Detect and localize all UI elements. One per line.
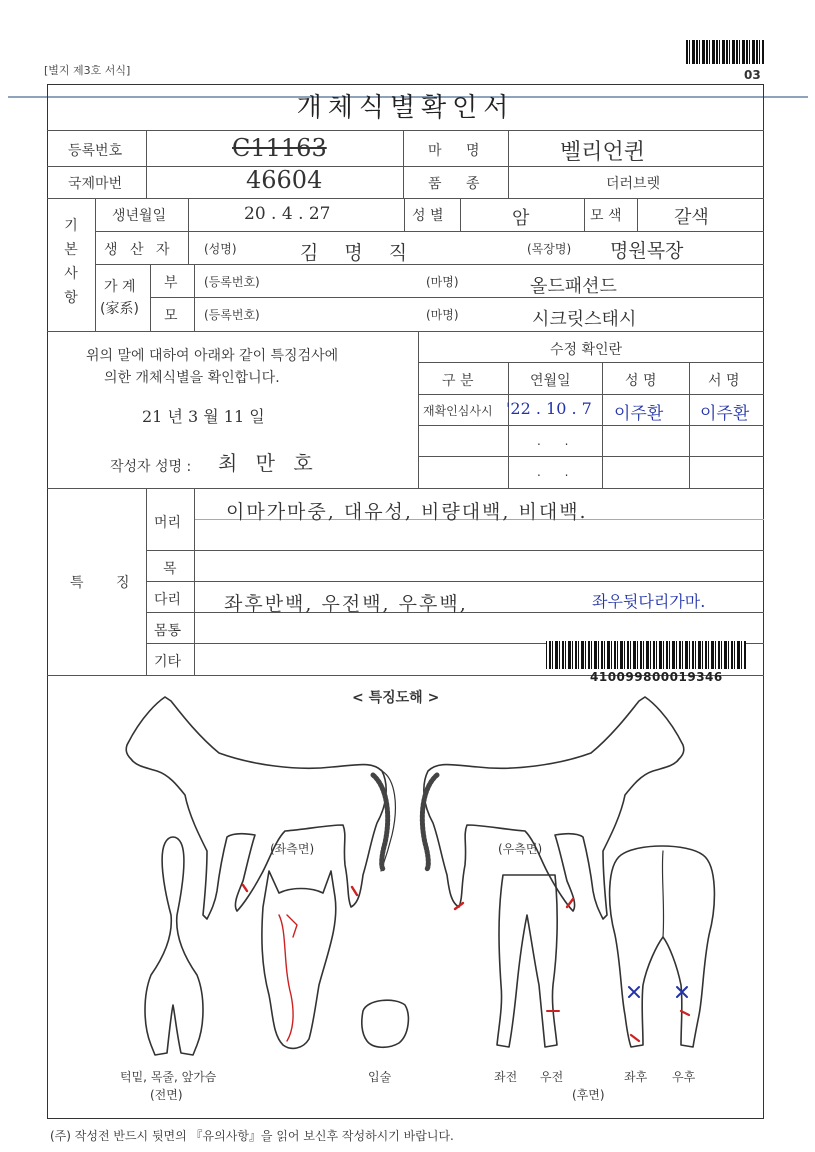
family-label-hanja: (家系) [100, 301, 139, 317]
col-date: 연월일 [530, 373, 571, 389]
rear-paren: (후면) [572, 1088, 605, 1102]
v-divider [150, 264, 151, 331]
reg-no-value: C11163 [232, 134, 327, 162]
sire-reg-label: (등록번호) [204, 275, 260, 289]
sex-label: 성 별 [412, 208, 444, 224]
sire-label: 부 [164, 275, 178, 291]
left-horse-mark [243, 885, 247, 891]
front-caption: 턱밑, 목줄, 앞가슴 [120, 1070, 217, 1084]
rear-leg-mark [629, 987, 639, 997]
breed-value: 더러브렛 [606, 176, 661, 192]
horse-name-label: 마 명 [428, 143, 490, 159]
v-divider [194, 488, 195, 675]
v-divider [146, 488, 147, 675]
sire-name-value: 올드패션드 [530, 276, 617, 297]
col-name: 성 명 [625, 373, 657, 389]
right-horse-outline [424, 697, 684, 919]
head-label: 머리 [154, 515, 182, 531]
right-hind-caption: 우후 [672, 1070, 696, 1084]
barcode-number: 410099800019346 [590, 670, 723, 684]
basic-char: 항 [64, 290, 78, 306]
footnote: (주) 작성전 반드시 뒷면의 『유의사항』을 읽어 보신후 작성하시기 바랍니다. [50, 1129, 454, 1143]
v-divider [460, 198, 461, 231]
features-section-label: 특 징 [70, 575, 144, 591]
producer-name-value: 김 명 직 [300, 242, 418, 264]
other-label: 기타 [154, 654, 182, 670]
sire-name-label: (마명) [426, 275, 459, 289]
divider [95, 231, 764, 232]
divider [146, 550, 764, 551]
divider [418, 456, 764, 457]
head-front-outline [262, 871, 336, 1048]
head-front-mark [279, 915, 297, 1041]
basic-char: 기 [64, 218, 78, 234]
revision-title: 수정 확인란 [550, 342, 623, 358]
reg-no-label: 등록번호 [68, 143, 123, 159]
horse-name-value: 벨리언퀸 [560, 140, 646, 165]
farm-label: (목장명) [527, 242, 572, 256]
birth-value: 20 . 4 . 27 [244, 204, 331, 224]
writer-signature: 최 만 호 [218, 451, 319, 475]
intl-no-value: 46604 [246, 166, 323, 194]
divider [47, 198, 764, 199]
birth-label: 생년월일 [112, 208, 167, 224]
divider [47, 166, 764, 167]
mid-barcode [546, 641, 746, 669]
row2-date: . . [537, 434, 579, 448]
row1-date: '22 . 10 . 7 [506, 399, 592, 418]
front-paren: (전면) [150, 1088, 183, 1102]
v-divider [637, 198, 638, 231]
breed-label: 품 종 [428, 176, 490, 192]
divider [146, 581, 764, 582]
right-fore-caption: 우전 [540, 1070, 564, 1084]
statement-line-2: 의한 개체식별을 확인합니다. [104, 370, 280, 386]
left-horse-mark [352, 887, 357, 895]
v-divider [508, 362, 509, 488]
divider [418, 394, 764, 395]
top-barcode [686, 40, 764, 64]
v-divider [188, 198, 189, 264]
confirm-date: 21 년 3 월 11 일 [142, 407, 265, 426]
dam-reg-label: (등록번호) [204, 308, 260, 322]
row1-type: 재확인심사시 [423, 404, 493, 418]
v-divider [584, 198, 585, 231]
neck-label: 목 [163, 561, 177, 577]
v-divider [689, 362, 690, 488]
producer-name-label: (성명) [204, 242, 237, 256]
family-label: 가 계 [104, 279, 136, 295]
body-label: 몸통 [154, 623, 182, 639]
divider [150, 297, 764, 298]
statement-line-1: 위의 말에 대하여 아래와 같이 특징검사에 [86, 348, 339, 364]
divider [47, 488, 764, 489]
divider [95, 264, 764, 265]
row1-name: 이주환 [614, 404, 664, 424]
sex-value: 암 [512, 208, 530, 229]
muzzle-outline [362, 1000, 409, 1047]
left-hind-caption: 좌후 [624, 1070, 648, 1084]
v-divider [194, 264, 195, 331]
v-divider [404, 198, 405, 231]
col-type: 구 분 [442, 373, 474, 389]
page-number: 03 [744, 68, 761, 82]
leg-label: 다리 [154, 592, 182, 608]
basic-char: 본 [64, 242, 78, 258]
dam-name-label: (마명) [426, 308, 459, 322]
head-value: 이마가마중, 대유성, 비량대백, 비대백. [226, 501, 588, 523]
divider [418, 362, 764, 363]
v-divider [95, 198, 96, 331]
color-label: 모 색 [590, 208, 622, 224]
front-view-outline [145, 837, 203, 1055]
page-title: 개체식별확인서 [296, 93, 515, 123]
col-sign: 서 명 [708, 373, 740, 389]
muzzle-caption: 입술 [368, 1070, 392, 1084]
writer-label: 작성자 성명 : [110, 459, 192, 475]
divider [47, 331, 764, 332]
dam-name-value: 시크릿스태시 [532, 309, 637, 330]
divider [47, 130, 764, 131]
v-divider [508, 130, 509, 198]
left-side-caption: (좌측면) [270, 842, 315, 856]
leg-value: 좌후반백, 우전백, 우후백, [224, 593, 468, 615]
row1-sign: 이주환 [700, 404, 750, 424]
producer-label: 생 산 자 [104, 242, 174, 258]
farm-value: 명원목장 [610, 240, 684, 262]
v-divider [146, 130, 147, 198]
left-fore-caption: 좌전 [494, 1070, 518, 1084]
v-divider [418, 331, 419, 488]
right-side-caption: (우측면) [498, 842, 543, 856]
divider [418, 425, 764, 426]
basic-section-label [60, 214, 82, 310]
front-legs-outline [497, 875, 557, 1047]
v-divider [602, 362, 603, 488]
intl-no-label: 국제마번 [68, 176, 123, 192]
color-value: 갈색 [674, 207, 709, 228]
dam-label: 모 [164, 308, 178, 324]
row3-date: . . [537, 465, 579, 479]
basic-char: 사 [64, 266, 78, 282]
diagram-title: < 특징도해 > [352, 690, 440, 706]
leg-value-blue: 좌우뒷다리가마. [592, 592, 706, 611]
v-divider [403, 130, 404, 198]
feature-diagram [47, 675, 763, 1115]
form-label: [별지 제3호 서식] [44, 64, 131, 77]
